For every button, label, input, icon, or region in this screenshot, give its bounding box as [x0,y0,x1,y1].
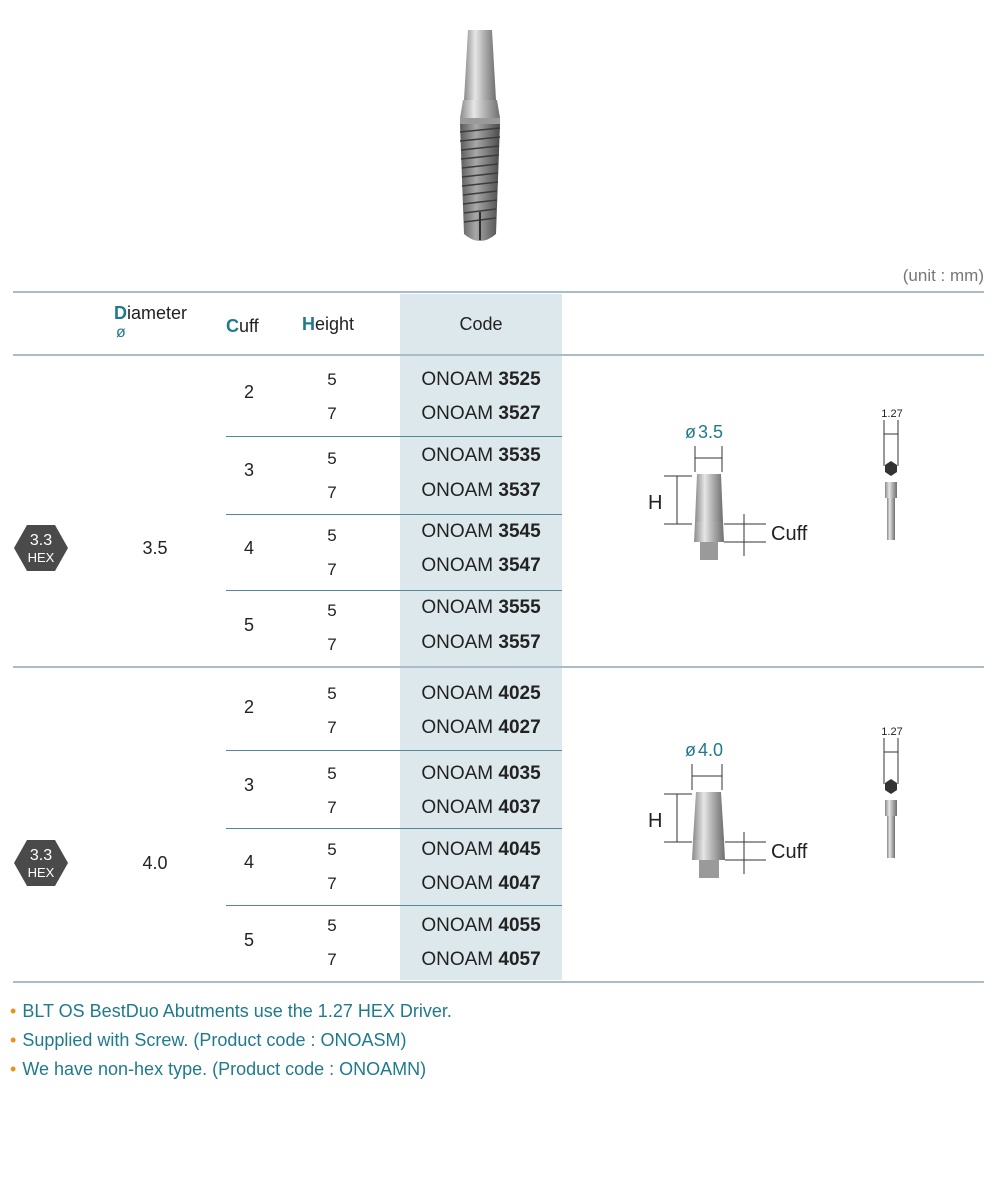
cuff-value: 4 [243,538,254,558]
hex-badge [13,839,69,887]
product-code: ONOAM 4055 [421,915,541,936]
note-item: • BLT OS BestDuo Abutments use the 1.27 HEX Driver. [10,1001,452,1021]
height-value: 7 [327,874,337,893]
svg-text:HEX: HEX [27,865,55,880]
cuff-value: 5 [243,930,254,950]
hex-badge [13,524,69,572]
diameter-value: 3.5 [142,538,168,558]
height-value: 5 [327,764,337,783]
cuff-value: 4 [243,852,254,872]
svg-text:H: H [648,810,663,832]
header-diameter: Diameter [114,303,188,323]
product-code: ONOAM 4047 [421,873,541,894]
header-height: Height [302,314,355,334]
height-value: 5 [327,684,337,703]
header-bottom-rule [13,354,984,356]
product-code: ONOAM 3527 [421,403,541,424]
svg-text:3.3: 3.3 [29,847,53,864]
row-divider [226,905,562,906]
header-diameter-symbol: ø [116,324,126,341]
svg-text:ø3.5: ø 3.5 [685,422,724,442]
height-value: 7 [327,718,337,737]
table-bottom-rule [13,981,984,983]
svg-text:Cuff: Cuff [771,523,808,545]
note-item: • Supplied with Screw. (Product code : ONOASM) [10,1030,407,1050]
unit-label: (unit : mm) [902,266,984,285]
product-code: ONOAM 3535 [421,445,541,466]
product-code: ONOAM 3547 [421,555,541,576]
header-code: Code [459,314,503,334]
row-divider [226,828,562,829]
height-value: 7 [327,635,337,654]
abutment-dimension-diagram [640,410,840,570]
hex-screw-diagram [874,404,910,548]
cuff-value: 2 [243,697,254,717]
header-cuff: Cuff [226,316,259,336]
diameter-value: 4.0 [142,853,168,873]
height-value: 7 [327,950,337,969]
height-value: 7 [327,560,337,579]
height-value: 7 [327,404,337,423]
product-code: ONOAM 3555 [421,597,541,618]
svg-text:H: H [648,492,663,514]
height-value: 7 [327,798,337,817]
product-code: ONOAM 3557 [421,632,541,653]
svg-text:Cuff: Cuff [771,841,808,863]
row-divider [226,590,562,591]
cuff-value: 2 [243,382,254,402]
height-value: 5 [327,526,337,545]
height-value: 7 [327,483,337,502]
note-item: • We have non-hex type. (Product code : ONOAMN) [10,1059,427,1079]
svg-text:HEX: HEX [27,550,55,565]
row-divider [226,750,562,751]
height-value: 5 [327,601,337,620]
cuff-value: 3 [243,460,254,480]
svg-text:1.27: 1.27 [881,408,903,420]
height-value: 5 [327,449,337,468]
implant-abutment-image [430,22,530,254]
abutment-dimension-diagram [640,728,840,888]
product-code: ONOAM 3525 [421,369,541,390]
table-top-rule [13,291,984,293]
product-code: ONOAM 4037 [421,797,541,818]
product-code: ONOAM 3537 [421,480,541,501]
height-value: 5 [327,916,337,935]
height-value: 5 [327,370,337,389]
svg-text:3.3: 3.3 [29,532,53,549]
product-code: ONOAM 4025 [421,683,541,704]
product-code: ONOAM 4035 [421,763,541,784]
group-divider [13,666,984,668]
row-divider [226,514,562,515]
product-code: ONOAM 4027 [421,717,541,738]
cuff-value: 5 [243,615,254,635]
product-code: ONOAM 4045 [421,839,541,860]
hex-screw-diagram [874,722,910,866]
cuff-value: 3 [243,775,254,795]
svg-text:1.27: 1.27 [881,726,903,738]
svg-text:ø4.0: ø 4.0 [685,740,724,760]
height-value: 5 [327,840,337,859]
product-code: ONOAM 4057 [421,949,541,970]
product-code: ONOAM 3545 [421,521,541,542]
row-divider [226,436,562,437]
